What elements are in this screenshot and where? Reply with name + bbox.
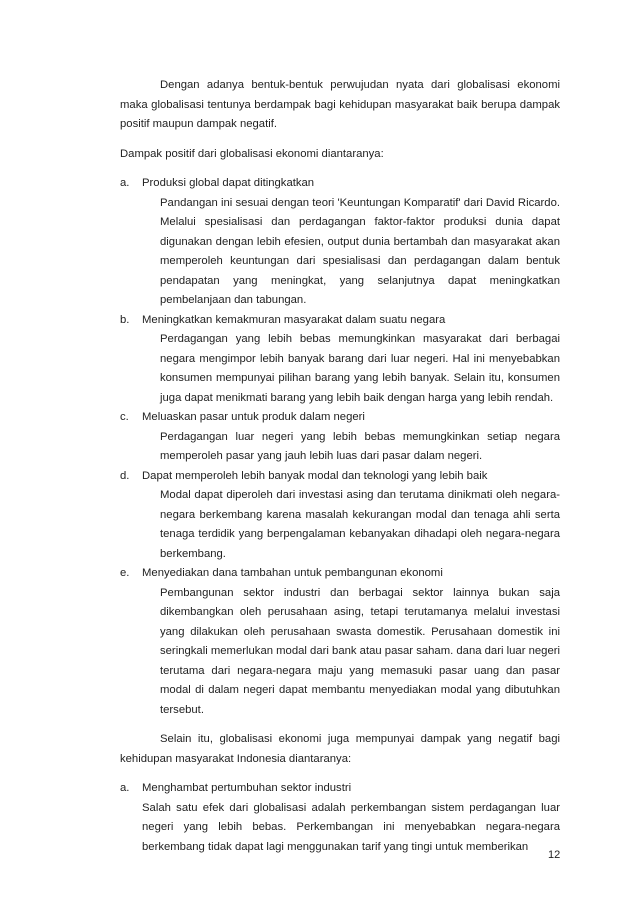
list-item	[120, 311, 560, 409]
list-item	[120, 779, 560, 857]
item-title: Menghambat pertumbuhan sektor industri	[142, 782, 352, 794]
positive-list	[120, 174, 560, 720]
page-number: 12	[548, 849, 561, 861]
list-item	[120, 564, 560, 720]
item-title: Meningkatkan kemakmuran masyarakat dalam suatu negara	[142, 313, 446, 326]
item-body: Salah satu efek dari globalisasi adalah perkembangan sistem perdagangan luar negeri yang lebih bebas. Perkembangan ini menyebabkan negara-negara berkembang tidak dapat lagi menggunakan tarif yang tingi untuk memberikan	[142, 801, 560, 853]
item-body: Perdagangan yang lebih bebas memungkinkan masyarakat dari berbagai negara mengimpor lebih banyak barang dari luar negeri. Hal ini menyebabkan konsumen mempunyai pilihan barang yang lebih banyak. Selain itu, konsumen juga dapat menikmati barang yang lebih baik dengan harga yang lebih rendah.	[160, 333, 560, 404]
item-body: Perdagangan luar negeri yang lebih bebas memungkinkan setiap negara memperoleh pasar yang jauh lebih luas dari pasar dalam negeri.	[160, 430, 560, 462]
intro-paragraph: Dengan adanya bentuk-bentuk perwujudan nyata dari globalisasi ekonomi maka globalisasi tentunya berdampak bagi kehidupan masyarakat baik berupa dampak positif maupun dampak negatif.	[120, 79, 560, 130]
item-body: Pandangan ini sesuai dengan teori 'Keuntungan Komparatif' dari David Ricardo. Melalui spesialisasi dan perdagangan faktor-faktor produksi dunia dapat digunakan dengan lebih efesien, output dunia bertambah dan masyarakat akan memperoleh keuntungan dari spesialisasi dan perdagangan dalam bentuk pendapatan yang meningkat, yang selanjutnya dapat meningkatkan pembelanjaan dan tabungan.	[160, 196, 560, 306]
positive-heading: Dampak positif dari globalisasi ekonomi diantaranya:	[120, 147, 384, 160]
list-item	[120, 174, 560, 311]
item-letter: b.	[120, 313, 130, 326]
item-title: Menyediakan dana tambahan untuk pembangunan ekonomi	[142, 567, 443, 579]
item-title: Dapat memperoleh lebih banyak modal dan teknologi yang lebih baik	[142, 469, 488, 482]
list-item	[120, 408, 560, 467]
list-item	[120, 467, 560, 565]
item-body: Modal dapat diperoleh dari investasi asing dan terutama dinikmati oleh negara-negara berkembang karena masalah kekurangan modal dan tenaga ahli serta tenaga terdidik yang berpengalaman kebanyakan dihadapi oleh negara-negara berkembang.	[160, 489, 560, 560]
item-title: Meluaskan pasar untuk produk dalam negeri	[142, 411, 365, 423]
item-letter: d.	[120, 469, 130, 482]
negative-intro-paragraph: Selain itu, globalisasi ekonomi juga mempunyai dampak yang negatif bagi kehidupan masyarakat Indonesia diantaranya:	[120, 733, 560, 765]
item-letter: c.	[120, 411, 129, 423]
item-letter: e.	[120, 567, 130, 579]
page-content	[120, 76, 560, 857]
item-letter: a.	[120, 177, 130, 189]
negative-list	[120, 779, 560, 857]
item-body: Pembangunan sektor industri dan berbagai sektor lainnya bukan saja dikembangkan oleh perusahaan asing, tetapi terutamanya melalui investasi yang dilakukan oleh perusahaan swasta domestik. Perusahaan domestik ini seringkali memerlukan modal dari bank atau pasar saham. dana dari luar negeri terutama dari negara-negara maju yang memasuki pasar uang dan pasar modal di dalam negeri dapat membantu menyediakan modal yang dibutuhkan tersebut.	[160, 586, 561, 716]
item-letter: a.	[120, 782, 130, 794]
item-title: Produksi global dapat ditingkatkan	[142, 177, 315, 189]
